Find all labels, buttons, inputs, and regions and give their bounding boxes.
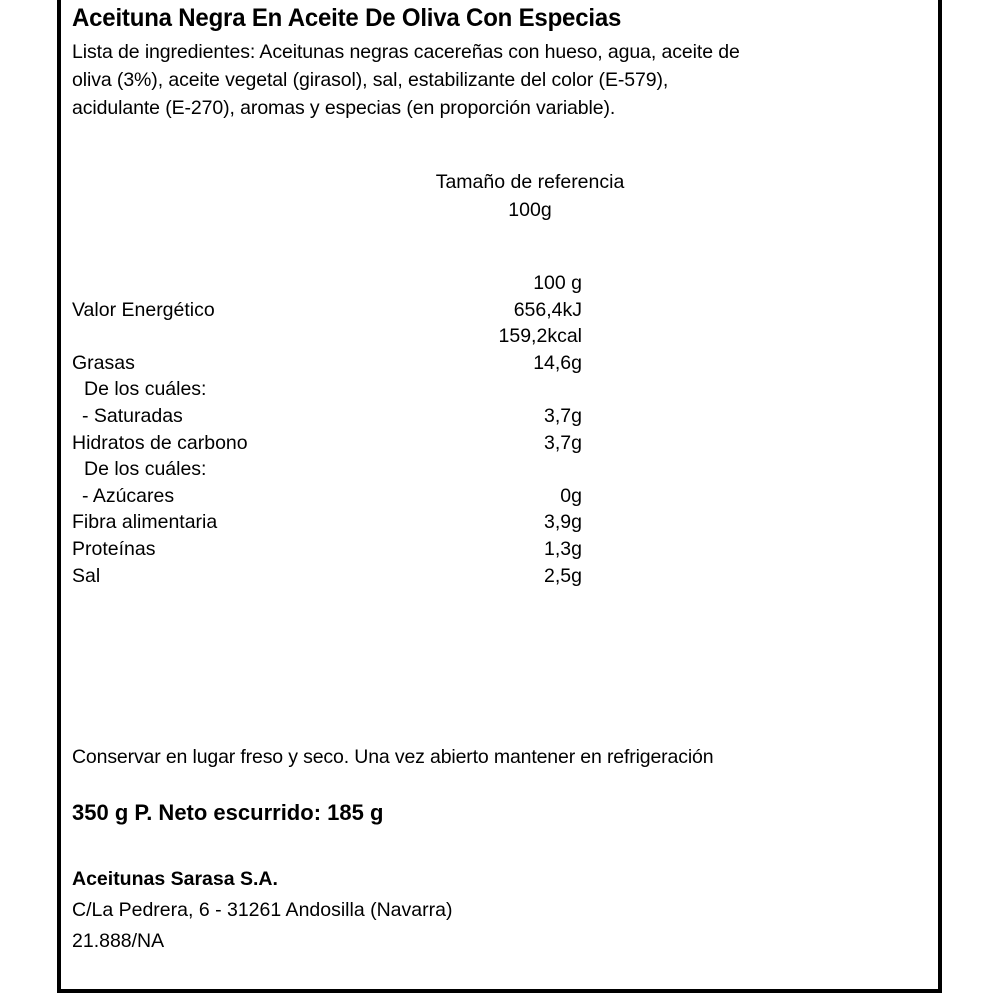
nutrition-value-fat-ofwhich bbox=[418, 376, 582, 403]
page-title: Aceituna Negra En Aceite De Oliva Con Especias bbox=[72, 4, 622, 32]
storage-instructions: Conservar en lugar freso y seco. Una vez abierto mantener en refrigeración bbox=[72, 746, 714, 768]
nutrition-value-energy-kj: 656,4kJ bbox=[513, 298, 582, 321]
nutrition-value-protein: 1,3g bbox=[544, 537, 582, 560]
nutrition-value-carbs-ofwhich bbox=[418, 456, 582, 483]
nutrition-value-carbohydrates: 3,7g bbox=[544, 431, 582, 454]
manufacturer-registry-number: 21.888/NA bbox=[72, 930, 165, 952]
nutrition-value-energy-kcal: 159,2kcal bbox=[498, 325, 582, 348]
table-row bbox=[72, 536, 582, 563]
manufacturer-block bbox=[72, 864, 452, 957]
nutrition-label-saturates: - Saturadas bbox=[82, 404, 183, 427]
nutrition-value-sugars: 0g bbox=[560, 484, 582, 507]
nutrition-value-fibre: 3,9g bbox=[544, 511, 582, 534]
ingredients-list bbox=[72, 38, 902, 122]
ingredients-line-2: oliva (3%), aceite vegetal (girasol), sal, estabilizante del color (E-579), bbox=[72, 69, 669, 91]
nutrition-value-fat: 14,6g bbox=[533, 351, 582, 374]
nutrition-label-carbohydrates: Hidratos de carbono bbox=[72, 431, 248, 454]
nutrition-label-fibre: Fibra alimentaria bbox=[72, 511, 218, 534]
table-row bbox=[72, 350, 582, 377]
nutrition-label-protein: Proteínas bbox=[72, 537, 156, 560]
nutrition-label-carbs-ofwhich: De los cuáles: bbox=[84, 458, 207, 481]
table-row bbox=[72, 483, 582, 510]
table-row bbox=[72, 430, 582, 457]
nutrition-value-salt: 2,5g bbox=[544, 564, 582, 587]
nutrition-table bbox=[72, 270, 582, 589]
table-row bbox=[72, 509, 582, 536]
ingredients-line-1: Lista de ingredientes: Aceitunas negras cacereñas con hueso, agua, aceite de bbox=[72, 41, 740, 63]
nutrition-label-salt: Sal bbox=[72, 564, 101, 587]
table-row bbox=[72, 323, 582, 350]
nutrition-header-blank bbox=[72, 270, 418, 297]
nutrition-label-sugars: - Azúcares bbox=[82, 484, 175, 507]
nutrition-label-energy: Valor Energético bbox=[72, 298, 215, 321]
manufacturer-name: Aceitunas Sarasa S.A. bbox=[72, 868, 278, 890]
table-row bbox=[72, 403, 582, 430]
nutrition-label-energy-blank bbox=[72, 323, 418, 350]
table-row bbox=[72, 376, 582, 403]
ingredients-line-3: acidulante (E-270), aromas y especias (en proporción variable). bbox=[72, 97, 616, 119]
table-header-row bbox=[72, 270, 582, 297]
reference-size-label: Tamaño de referencia bbox=[435, 171, 625, 193]
table-row bbox=[72, 297, 582, 324]
nutrition-label-fat: Grasas bbox=[72, 351, 135, 374]
manufacturer-address: C/La Pedrera, 6 - 31261 Andosilla (Navarra) bbox=[72, 899, 453, 921]
table-row bbox=[72, 456, 582, 483]
nutrition-column-header: 100 g bbox=[533, 272, 582, 294]
table-row bbox=[72, 563, 582, 590]
reference-size-value: 100g bbox=[508, 199, 552, 221]
net-weight-text: 350 g P. Neto escurrido: 185 g bbox=[72, 800, 384, 825]
nutrition-label-fat-ofwhich: De los cuáles: bbox=[84, 378, 207, 401]
reference-size-block bbox=[380, 168, 680, 224]
nutrition-value-saturates: 3,7g bbox=[544, 404, 582, 427]
